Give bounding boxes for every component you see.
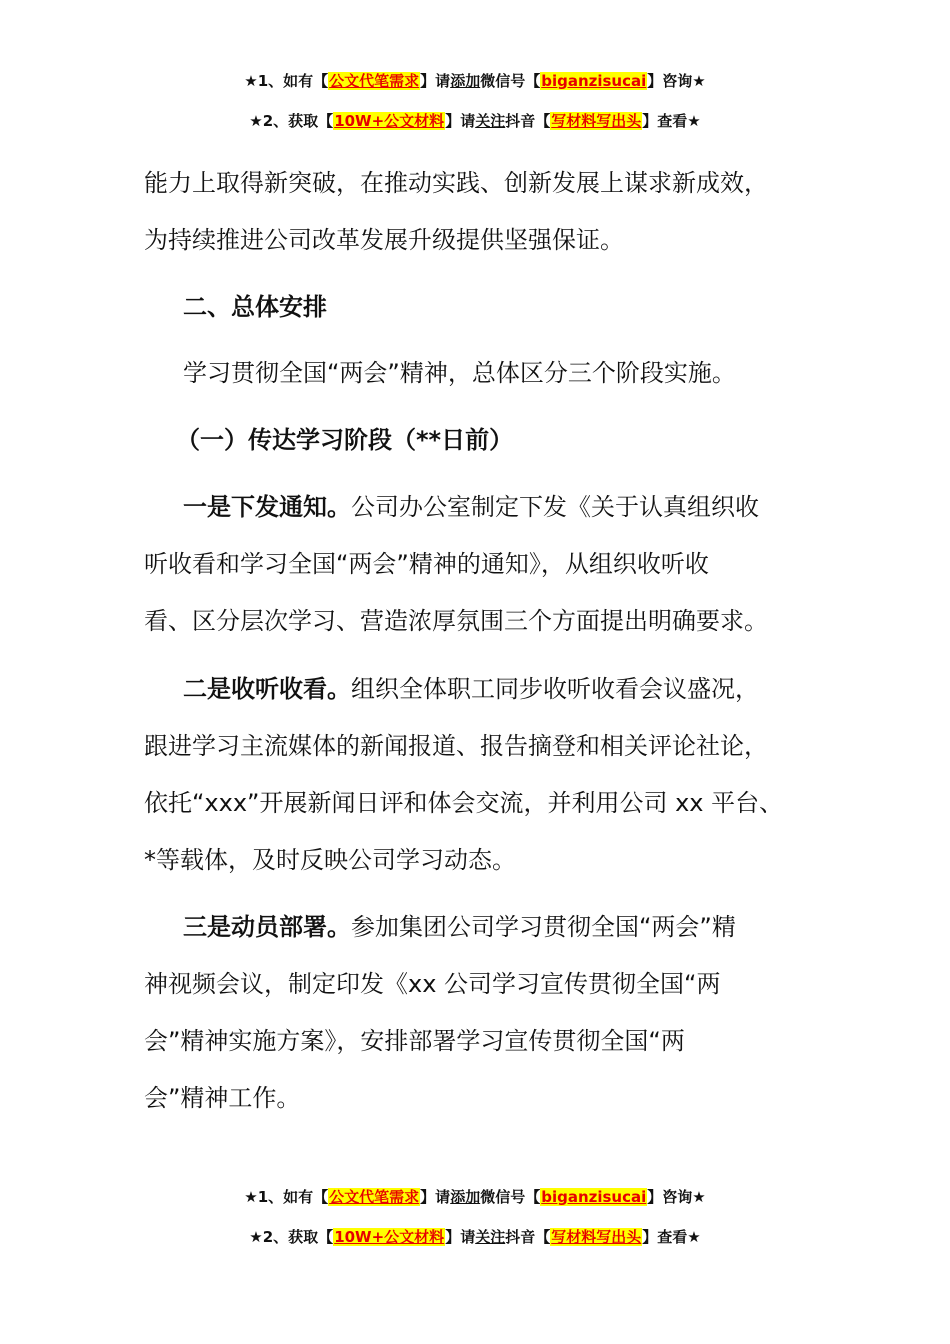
item-3-line-1 xyxy=(183,910,736,944)
promo-highlight-douyin[interactable]: 写材料写出头 xyxy=(551,1228,642,1246)
item-2-line-4: *等载体，及时反映公司学习动态。 xyxy=(144,846,516,874)
item-1-line-1 xyxy=(183,490,759,524)
promo-highlight-wechat-id[interactable]: biganzisucai xyxy=(541,1188,647,1206)
promo-text: ★2、获取【 xyxy=(249,1228,334,1246)
promo-highlight-wechat-id[interactable]: biganzisucai xyxy=(541,72,647,90)
promo-text: 】请 xyxy=(445,1228,476,1246)
promo-underline-follow: 关注 xyxy=(475,1228,506,1246)
section-heading: 二、总体安排 xyxy=(183,293,327,321)
promo-underline-add: 添加 xyxy=(450,72,481,90)
promo-text: ★1、如有【 xyxy=(244,1188,329,1206)
item-2-text: 组织全体职工同步收听收看会议盛况， xyxy=(351,675,759,703)
promo-text: 抖音【 xyxy=(505,1228,551,1246)
paragraph-line: 能力上取得新突破，在推动实践、创新发展上谋求新成效， xyxy=(144,169,768,197)
item-2-lead: 二是收听收看。 xyxy=(183,675,351,703)
item-3-line-4: 会”精神工作。 xyxy=(144,1084,301,1112)
item-2-line-1 xyxy=(183,672,759,706)
item-1-line-3: 看、区分层次学习、营造浓厚氛围三个方面提出明确要求。 xyxy=(144,607,768,635)
promo-underline-add: 添加 xyxy=(450,1188,481,1206)
item-1-text: 公司办公室制定下发《关于认真组织收 xyxy=(351,493,759,521)
promo-text: 】咨询★ xyxy=(647,1188,706,1206)
promo-text: 】请 xyxy=(420,1188,451,1206)
subsection-heading: （一）传达学习阶段（**日前） xyxy=(176,426,514,454)
item-2-line-3: 依托“xxx”开展新闻日评和体会交流，并利用公司 xx 平台、 xyxy=(144,789,784,817)
promo-text: ★2、获取【 xyxy=(249,112,334,130)
promo-highlight-materials[interactable]: 10W+公文材料 xyxy=(334,112,445,130)
promo-text: 微信号【 xyxy=(480,72,541,90)
section-intro: 学习贯彻全国“两会”精神，总体区分三个阶段实施。 xyxy=(183,359,736,387)
item-3-line-2: 神视频会议，制定印发《xx 公司学习宣传贯彻全国“两 xyxy=(144,970,721,998)
promo-text: 】查看★ xyxy=(642,1228,701,1246)
header-promo-line-2 xyxy=(0,110,950,132)
promo-highlight-douyin[interactable]: 写材料写出头 xyxy=(551,112,642,130)
item-1-line-2: 听收看和学习全国“两会”精神的通知》，从组织收听收 xyxy=(144,550,709,578)
item-2-line-2: 跟进学习主流媒体的新闻报道、报告摘登和相关评论社论， xyxy=(144,732,768,760)
item-1-lead: 一是下发通知。 xyxy=(183,493,351,521)
footer-promo-line-2 xyxy=(0,1226,950,1248)
header-promo-line-1 xyxy=(0,70,950,92)
promo-text: 】查看★ xyxy=(642,112,701,130)
footer-promo-line-1 xyxy=(0,1186,950,1208)
promo-highlight-service[interactable]: 公文代笔需求 xyxy=(329,1188,420,1206)
item-3-lead: 三是动员部署。 xyxy=(183,913,351,941)
promo-underline-follow: 关注 xyxy=(475,112,506,130)
promo-text: ★1、如有【 xyxy=(244,72,329,90)
promo-text: 】咨询★ xyxy=(647,72,706,90)
promo-highlight-service[interactable]: 公文代笔需求 xyxy=(329,72,420,90)
promo-highlight-materials[interactable]: 10W+公文材料 xyxy=(334,1228,445,1246)
promo-text: 】请 xyxy=(445,112,476,130)
promo-text: 微信号【 xyxy=(480,1188,541,1206)
item-3-text: 参加集团公司学习贯彻全国“两会”精 xyxy=(351,913,736,941)
promo-text: 抖音【 xyxy=(505,112,551,130)
promo-text: 】请 xyxy=(420,72,451,90)
paragraph-line: 为持续推进公司改革发展升级提供坚强保证。 xyxy=(144,226,624,254)
item-3-line-3: 会”精神实施方案》，安排部署学习宣传贯彻全国“两 xyxy=(144,1027,685,1055)
